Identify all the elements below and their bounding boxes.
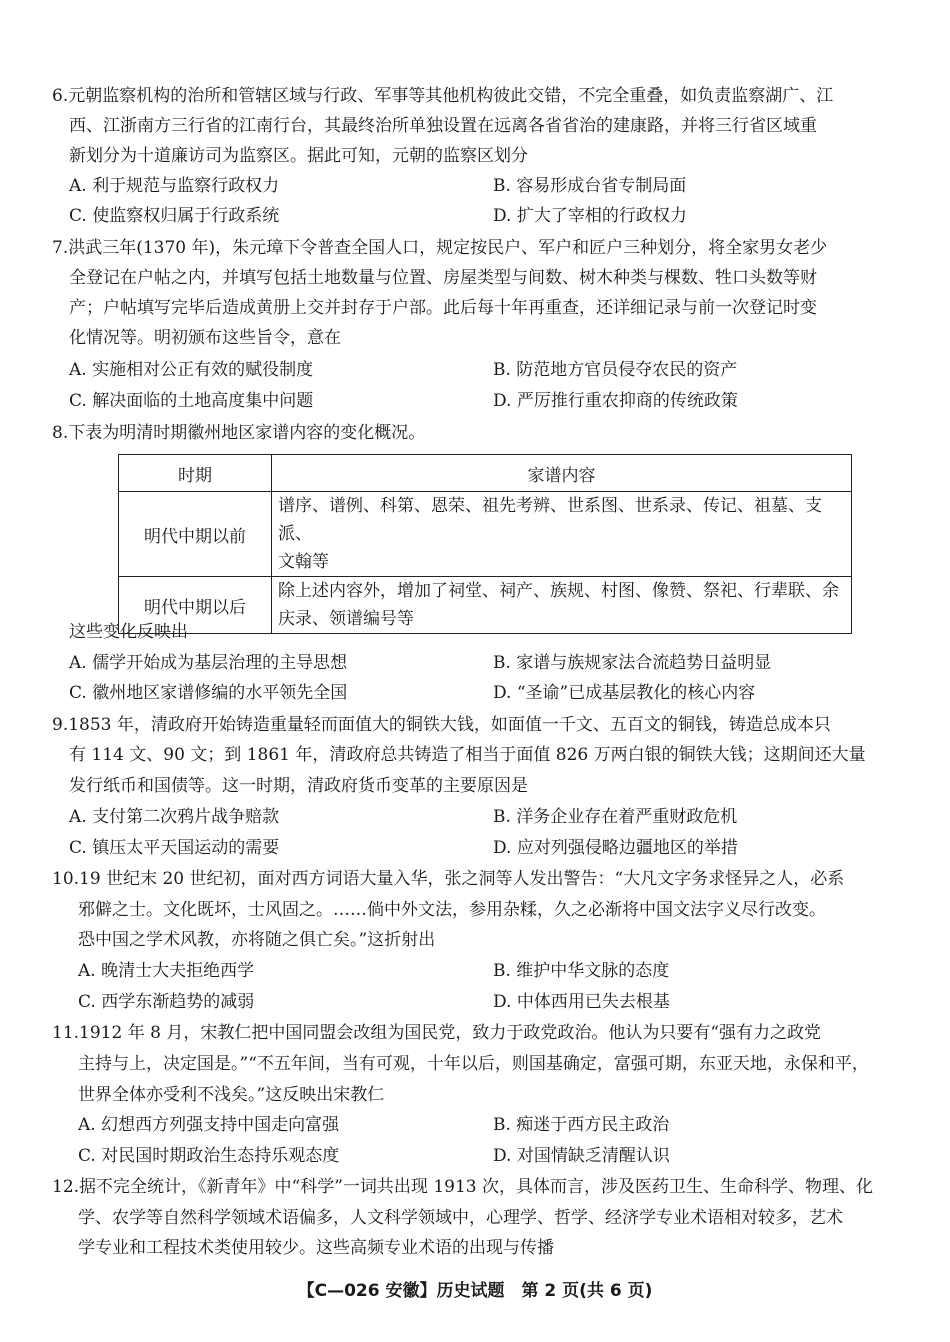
q11-option-a[interactable]: A. 幻想西方列强支持中国走向富强 bbox=[78, 1115, 340, 1135]
q10-option-b[interactable]: B. 维护中华文脉的态度 bbox=[493, 961, 670, 981]
table-row bbox=[119, 492, 852, 577]
table-row bbox=[119, 577, 852, 634]
q7-line-1: 7.洪武三年(1370 年)，朱元璋下令普查全国人口，规定按民户、军户和匠户三种划分，将全家男女老少 bbox=[52, 238, 828, 258]
page-footer: 【C—026 安徽】历史试题 第 2 页(共 6 页) bbox=[297, 1281, 653, 1301]
q10-line-2: 邪僻之士。文化既坏，士风固之。……倘中外文法，参用杂糅，久之必渐将中国文法字义尽行改变。 bbox=[78, 900, 826, 920]
q6-option-a[interactable]: A. 利于规范与监察行政权力 bbox=[69, 176, 280, 196]
q7-option-b[interactable]: B. 防范地方官员侵夺农民的资产 bbox=[493, 360, 738, 380]
table-cell-period: 明代中期以后 bbox=[119, 577, 272, 634]
q12-line-1: 12.据不完全统计，《新青年》中“科学”一词共出现 1913 次，具体而言，涉及医药卫生、生命科学、物理、化 bbox=[52, 1177, 873, 1197]
table-cell-period: 明代中期以前 bbox=[119, 492, 272, 577]
q6-option-d[interactable]: D. 扩大了宰相的行政权力 bbox=[493, 206, 687, 226]
q7-line-4: 化情况等。明初颁布这些旨令，意在 bbox=[69, 328, 341, 348]
q12-line-3: 学专业和工程技术类使用较少。这些高频专业术语的出现与传播 bbox=[78, 1238, 554, 1258]
q8-table bbox=[118, 454, 852, 634]
table-cell-content-line: 谱序、谱例、科第、恩荣、祖先考辨、世系图、世系录、传记、祖墓、支派、 bbox=[278, 496, 822, 544]
table-header-content: 家谱内容 bbox=[272, 455, 852, 492]
q11-line-1: 11.1912 年 8 月，宋教仁把中国同盟会改组为国民党，致力于政党政治。他认为只要有“强有力之政党 bbox=[52, 1023, 822, 1043]
q11-line-2: 主持与上，决定国是。”“不五年间，当有可观，十年以后，则国基确定，富强可期，东亚天地，永保和平， bbox=[78, 1054, 869, 1074]
q6-line-2: 西、江浙南方三行省的江南行台，其最终治所单独设置在远离各省省治的建康路，并将三行省区域重 bbox=[69, 116, 817, 136]
q6-line-1: 6.元朝监察机构的治所和管辖区域与行政、军事等其他机构彼此交错，不完全重叠，如负责监察湖广、江 bbox=[52, 86, 834, 106]
q10-line-3: 恐中国之学术风教，亦将随之俱亡矣。”这折射出 bbox=[78, 930, 436, 950]
q8-stem: 这些变化反映出 bbox=[69, 622, 188, 642]
q8-option-b[interactable]: B. 家谱与族规家法合流趋势日益明显 bbox=[493, 653, 772, 673]
q8-option-a[interactable]: A. 儒学开始成为基层治理的主导思想 bbox=[69, 653, 348, 673]
table-cell-content bbox=[272, 577, 852, 634]
q11-option-c[interactable]: C. 对民国时期政治生态持乐观态度 bbox=[78, 1146, 340, 1166]
q8-option-c[interactable]: C. 徽州地区家谱修编的水平领先全国 bbox=[69, 683, 348, 703]
q8-option-d[interactable]: D. “圣谕”已成基层教化的核心内容 bbox=[493, 683, 756, 703]
q9-option-c[interactable]: C. 镇压太平天国运动的需要 bbox=[69, 838, 280, 858]
table-header-period: 时期 bbox=[119, 455, 272, 492]
q9-option-d[interactable]: D. 应对列强侵略边疆地区的举措 bbox=[493, 838, 738, 858]
q7-option-a[interactable]: A. 实施相对公正有效的赋役制度 bbox=[69, 360, 314, 380]
q10-option-d[interactable]: D. 中体西用已失去根基 bbox=[493, 992, 670, 1012]
q11-option-b[interactable]: B. 痴迷于西方民主政治 bbox=[493, 1115, 670, 1135]
q7-line-2: 全登记在户帖之内，并填写包括土地数量与位置、房屋类型与间数、树木种类与棵数、牲口头数等财 bbox=[69, 268, 817, 288]
q7-line-3: 产；户帖填写完毕后造成黄册上交并封存于户部。此后每十年再重查，还详细记录与前一次登记时变 bbox=[69, 298, 817, 318]
table-cell-content bbox=[272, 492, 852, 577]
q6-line-3: 新划分为十道廉访司为监察区。据此可知，元朝的监察区划分 bbox=[69, 146, 528, 166]
q12-line-2: 学、农学等自然科学领域术语偏多，人文科学领域中，心理学、哲学、经济学专业术语相对较多，艺术 bbox=[78, 1208, 843, 1228]
table-cell-content-line: 除上述内容外，增加了祠堂、祠产、族规、村图、像赞、祭祀、行辈联、余 bbox=[278, 581, 839, 601]
q9-line-3: 发行纸币和国债等。这一时期，清政府货币变革的主要原因是 bbox=[69, 776, 528, 796]
q9-line-2: 有 114 文、90 文；到 1861 年，清政府总共铸造了相当于面值 826 万两白银的铜铁大钱；这期间还大量 bbox=[69, 745, 866, 765]
table-cell-content-line: 庆录、领谱编号等 bbox=[278, 609, 414, 629]
q9-option-a[interactable]: A. 支付第二次鸦片战争赔款 bbox=[69, 807, 280, 827]
q8-intro: 8.下表为明清时期徽州地区家谱内容的变化概况。 bbox=[52, 423, 426, 443]
q9-option-b[interactable]: B. 洋务企业存在着严重财政危机 bbox=[493, 807, 738, 827]
table-cell-content-line: 文翰等 bbox=[278, 552, 329, 572]
q6-option-c[interactable]: C. 使监察权归属于行政系统 bbox=[69, 206, 280, 226]
q9-line-1: 9.1853 年，清政府开始铸造重量轻而面值大的铜铁大钱，如面值一千文、五百文的铜钱，铸造总成本只 bbox=[52, 715, 831, 735]
q6-option-b[interactable]: B. 容易形成台省专制局面 bbox=[493, 176, 687, 196]
q10-option-a[interactable]: A. 晚清士大夫拒绝西学 bbox=[78, 961, 255, 981]
q7-option-c[interactable]: C. 解决面临的土地高度集中问题 bbox=[69, 391, 314, 411]
q10-option-c[interactable]: C. 西学东渐趋势的减弱 bbox=[78, 992, 255, 1012]
q11-option-d[interactable]: D. 对国情缺乏清醒认识 bbox=[493, 1146, 670, 1166]
q7-option-d[interactable]: D. 严厉推行重农抑商的传统政策 bbox=[493, 391, 738, 411]
q11-line-3: 世界全体亦受利不浅矣。”这反映出宋教仁 bbox=[78, 1085, 385, 1105]
q10-line-1: 10.19 世纪末 20 世纪初，面对西方词语大量入华，张之洞等人发出警告：“大凡文字务求怪异之人，必系 bbox=[52, 869, 845, 889]
